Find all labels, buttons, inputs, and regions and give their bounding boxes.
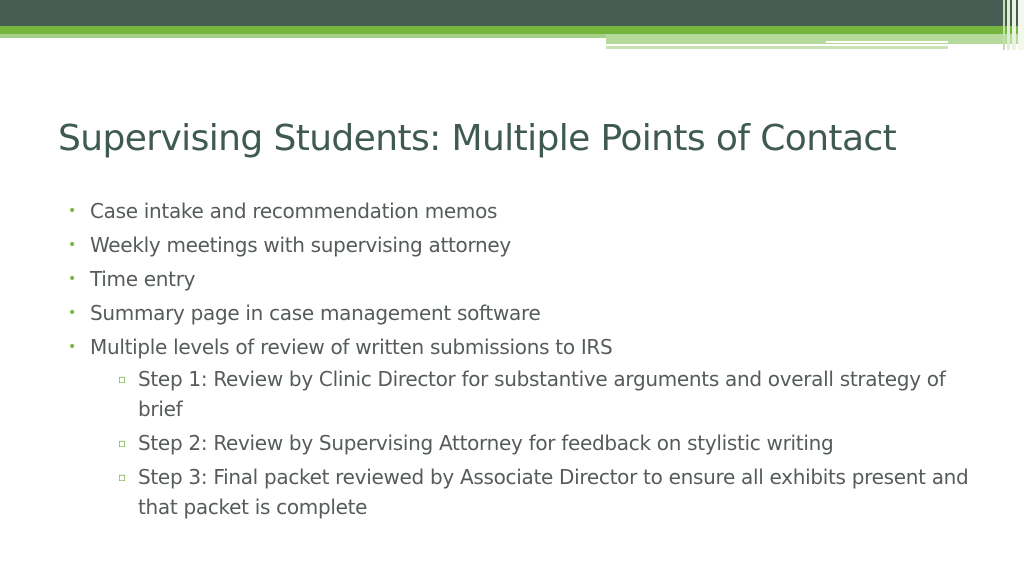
list-item [66, 228, 986, 262]
bullet-icon: • [68, 271, 76, 287]
header-stripes [994, 0, 1024, 50]
sub-list-item-text: Step 2: Review by Supervising Attorney for feedback on stylistic writing [138, 431, 834, 455]
header-stripe [1018, 0, 1024, 50]
header-stripe [1012, 0, 1016, 50]
list-item-text: Weekly meetings with supervising attorney [90, 233, 511, 257]
list-item [66, 194, 986, 228]
bullet-list [66, 194, 986, 522]
bullet-icon: • [68, 305, 76, 321]
sub-list-item-text: Step 1: Review by Clinic Director for substantive arguments and overall strategy of brief [138, 367, 946, 421]
list-item-text: Case intake and recommendation memos [90, 199, 498, 223]
header-band-dark [0, 0, 1024, 26]
list-item [66, 262, 986, 296]
header-band-light-right [606, 34, 1024, 44]
list-item-text: Time entry [90, 267, 196, 291]
header-band-thin-right [606, 46, 948, 49]
list-item-text: Multiple levels of review of written submissions to IRS [90, 335, 613, 359]
sub-list-item [90, 364, 986, 424]
sub-list-item [90, 462, 986, 522]
square-bullet-icon: ▫ [118, 436, 126, 450]
list-item [66, 296, 986, 330]
square-bullet-icon: ▫ [118, 372, 126, 386]
sub-list-item-text: Step 3: Final packet reviewed by Associate Director to ensure all exhibits present and that packet is complete [138, 465, 969, 519]
header-band-light-left [0, 34, 606, 38]
slide-content [66, 194, 986, 526]
header-stripe [1003, 0, 1005, 50]
bullet-icon: • [68, 203, 76, 219]
header-band-gap [826, 41, 948, 43]
sub-bullet-list [90, 364, 986, 522]
list-item-text: Summary page in case management software [90, 301, 541, 325]
list-item [66, 330, 986, 522]
header-band-green [0, 26, 1024, 34]
sub-list-item [90, 428, 986, 458]
bullet-icon: • [68, 237, 76, 253]
slide-title: Supervising Students: Multiple Points of Contact [58, 118, 897, 159]
header-stripe [1007, 0, 1010, 50]
bullet-icon: • [68, 339, 76, 355]
square-bullet-icon: ▫ [118, 470, 126, 484]
